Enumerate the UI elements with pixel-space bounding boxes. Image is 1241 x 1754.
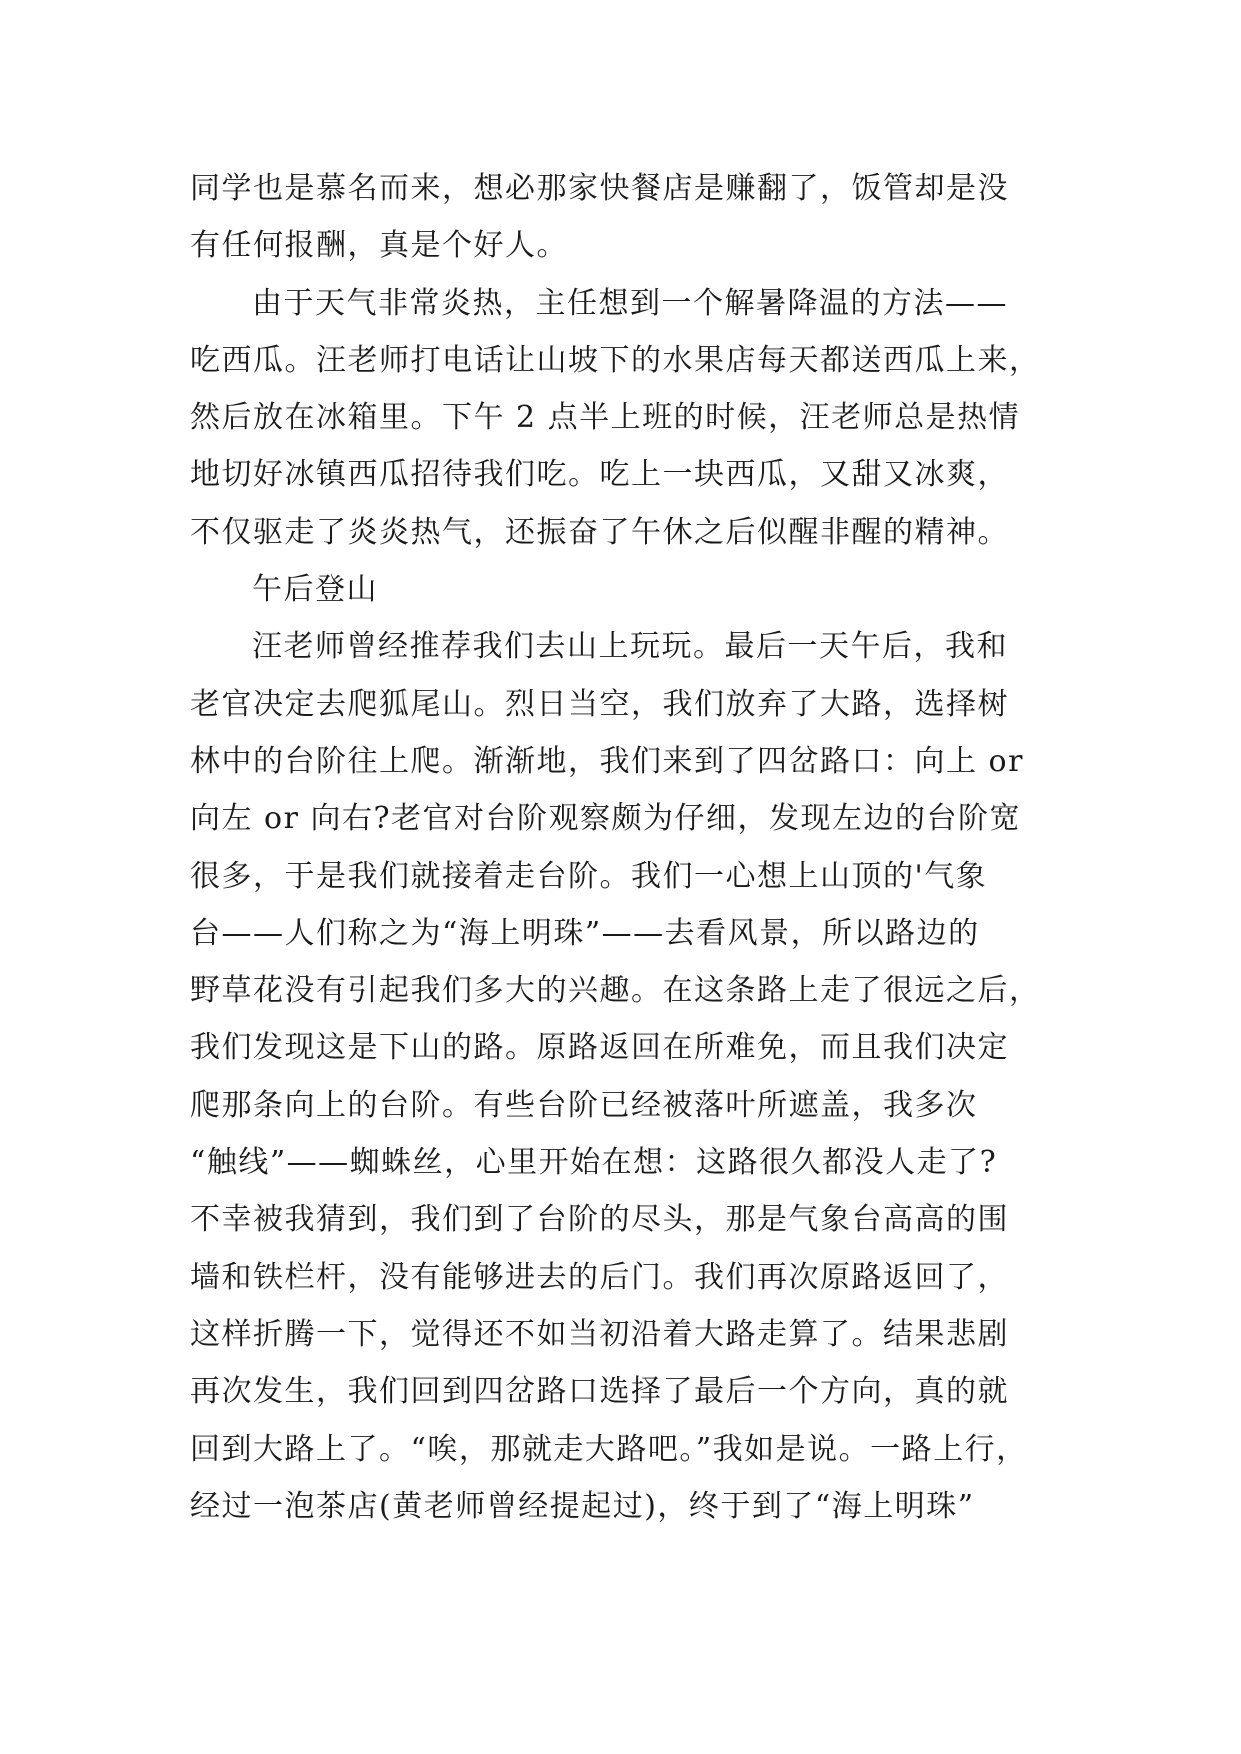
- text-line: 不仅驱走了炎炎热气，还振奋了午休之后似醒非醒的精神。: [190, 514, 1009, 550]
- text-line: 回到大路上了。“唉，那就走大路吧。”我如是说。一路上行，: [190, 1431, 1028, 1467]
- paragraph-start-line: 汪老师曾经推荐我们去山上玩玩。最后一天午后，我和: [252, 629, 1008, 665]
- text-line: 同学也是慕名而来，想必那家快餐店是赚翻了，饭管却是没: [190, 171, 1009, 206]
- text-line: 向左 or 向右?老官对台阶观察颇为仔细，发现左边的台阶宽: [190, 801, 1022, 837]
- text-line: 爬那条向上的台阶。有些台阶已经被落叶所遮盖，我多次: [190, 1087, 978, 1123]
- text-line: 有任何报酬，真是个好人。: [190, 228, 568, 264]
- paragraph-start-line: 由于天气非常炎热，主任想到一个解暑降温的方法——: [252, 285, 1008, 321]
- text-line: 墙和铁栏杆，没有能够进去的后门。我们再次原路返回了，: [190, 1259, 1009, 1295]
- body-text: [190, 160, 1070, 1535]
- text-line: 然后放在冰箱里。下午 2 点半上班的时候，汪老师总是热情: [190, 400, 1021, 436]
- text-line: 老官决定去爬狐尾山。烈日当空，我们放弃了大路，选择树: [190, 686, 1009, 722]
- text-line: 吃西瓜。汪老师打电话让山坡下的水果店每天都送西瓜上来，: [190, 342, 1041, 378]
- text-line: 地切好冰镇西瓜招待我们吃。吃上一块西瓜，又甜又冰爽，: [190, 457, 1009, 493]
- text-line: 这样折腾一下，觉得还不如当初沿着大路走算了。结果悲剧: [190, 1316, 1009, 1352]
- text-line: 很多，于是我们就接着走台阶。我们一心想上山顶的'气象: [190, 858, 988, 894]
- section-heading: 午后登山: [252, 572, 378, 608]
- text-line: 我们发现这是下山的路。原路返回在所难免，而且我们决定: [190, 1030, 1009, 1066]
- text-line: 经过一泡茶店(黄老师曾经提起过)，终于到了“海上明珠”: [190, 1488, 975, 1524]
- text-line: 不幸被我猜到，我们到了台阶的尽头，那是气象台高高的围: [190, 1202, 1009, 1238]
- text-line: 林中的台阶往上爬。渐渐地，我们来到了四岔路口：向上 or: [190, 743, 1024, 779]
- text-line: 台——人们称之为“海上明珠”——去看风景，所以路边的: [190, 915, 980, 951]
- text-line: 野草花没有引起我们多大的兴趣。在这条路上走了很远之后，: [190, 973, 1041, 1009]
- text-line: “触线”——蜘蛛丝，心里开始在想：这路很久都没人走了?: [190, 1145, 998, 1181]
- text-line: 再次发生，我们回到四岔路口选择了最后一个方向，真的就: [190, 1374, 1009, 1410]
